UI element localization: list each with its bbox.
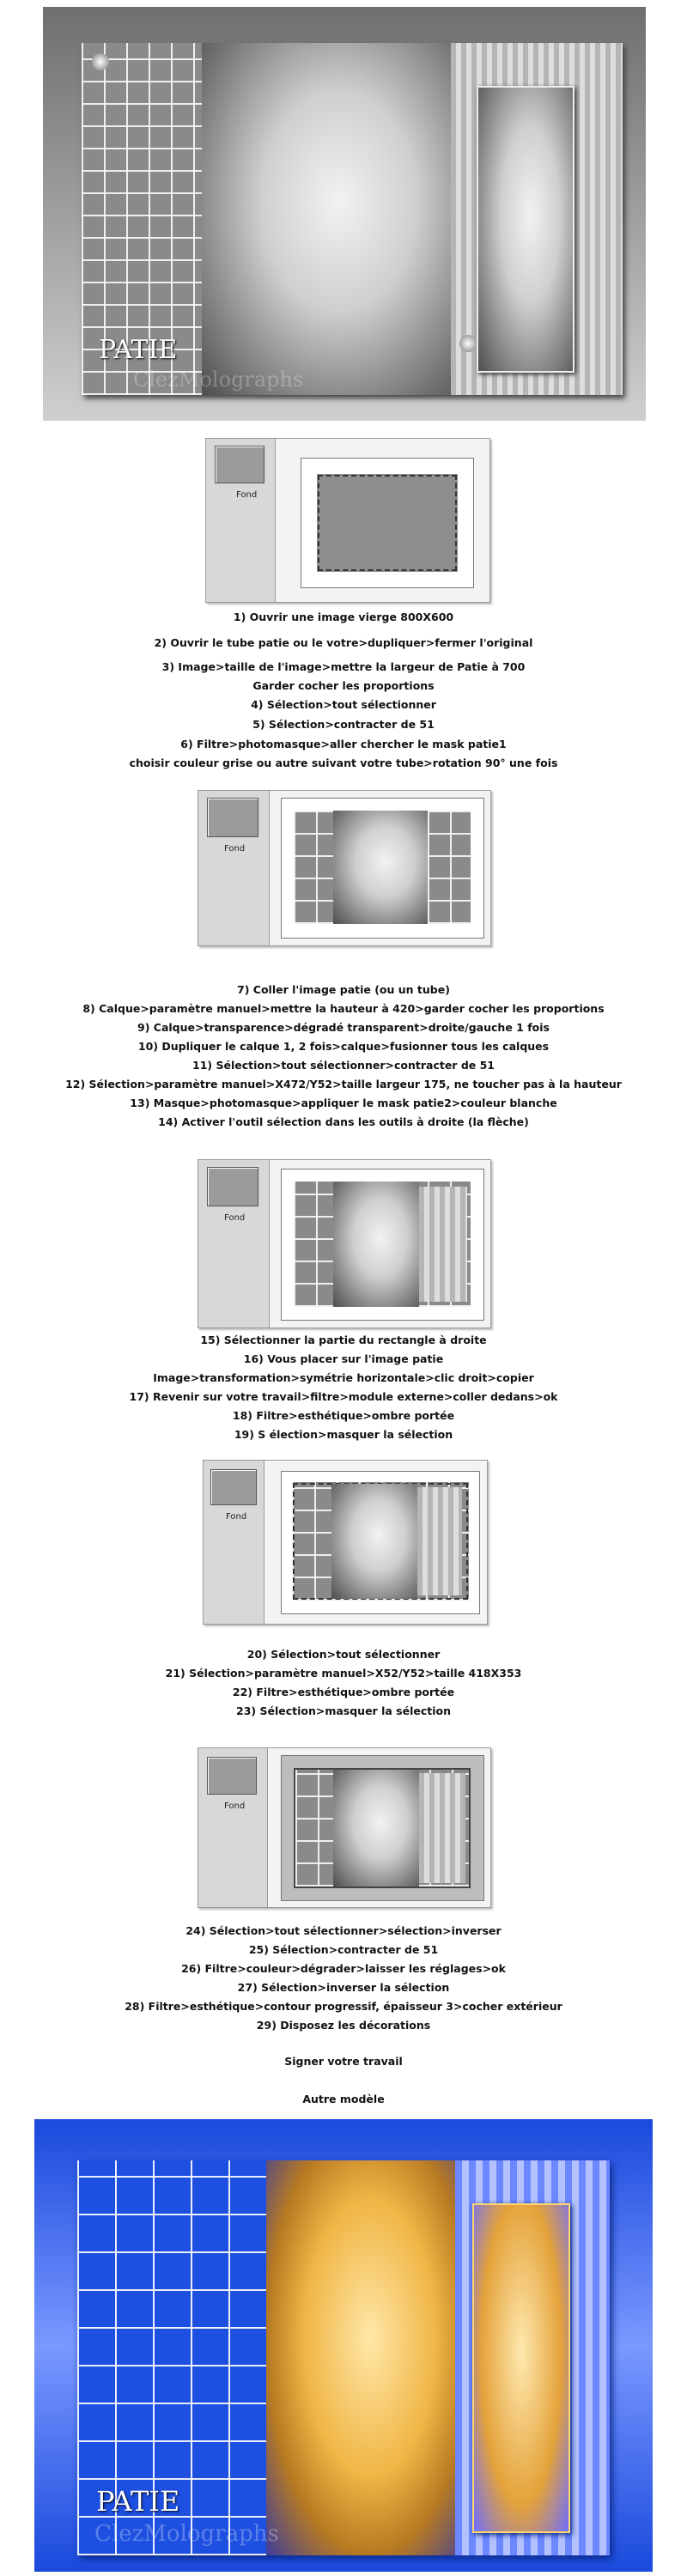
bottom-banner-face-panel xyxy=(472,2203,570,2533)
layer-label: Fond xyxy=(226,1512,247,1522)
canvas xyxy=(281,798,484,939)
top-banner-watermark: PATIE xyxy=(99,335,178,365)
step-text: 29) Disposez les décorations xyxy=(256,2019,431,2032)
canvas-face xyxy=(333,1770,419,1886)
top-banner-caption: ClezMolographs xyxy=(133,368,304,392)
step-text: 10) Dupliquer le calque 1, 2 fois>calque>fusionner tous les calques xyxy=(137,1040,550,1053)
step-text: 15) Sélectionner la partie du rectangle à droite xyxy=(200,1334,487,1346)
canvas xyxy=(301,458,474,588)
step-text: 21) Sélection>paramètre manuel>X52/Y52>taille 418X353 xyxy=(165,1667,522,1680)
step-text: 24) Sélection>tout sélectionner>sélection>inverser xyxy=(185,1924,502,1937)
step-text: 26) Filtre>couleur>dégrader>laisser les réglages>ok xyxy=(181,1962,506,1975)
canvas xyxy=(281,1755,484,1901)
step-text: 7) Coller l'image patie (ou un tube) xyxy=(237,983,450,996)
top-banner-face-panel xyxy=(477,86,575,373)
bottom-banner-frame xyxy=(77,2160,610,2555)
psp-panel-5 xyxy=(198,1747,491,1908)
step-text: 2) Ouvrir le tube patie ou le votre>dupliquer>fermer l'original xyxy=(154,636,533,649)
canvas xyxy=(281,1471,480,1614)
step-text: 11) Sélection>tout sélectionner>contracter de 51 xyxy=(192,1059,495,1072)
step-text: Garder cocher les proportions xyxy=(252,679,435,692)
layer-thumbnail[interactable] xyxy=(210,1469,257,1505)
screw-icon xyxy=(92,53,109,70)
psp-panel-2 xyxy=(198,790,491,946)
layer-label: Fond xyxy=(236,490,258,500)
step-text: 16) Vous placer sur l'image patie xyxy=(243,1352,444,1365)
step-text: 23) Sélection>masquer la sélection xyxy=(236,1704,451,1717)
psp-panel-3 xyxy=(198,1159,491,1328)
layer-thumbnail[interactable] xyxy=(207,1757,257,1795)
layer-label: Fond xyxy=(224,844,246,854)
canvas-stripes xyxy=(419,1187,467,1302)
selection xyxy=(317,474,458,572)
canvas xyxy=(281,1169,484,1321)
canvas-face xyxy=(333,811,428,924)
top-banner-face xyxy=(202,43,451,395)
step-text: 18) Filtre>esthétique>ombre portée xyxy=(232,1409,455,1422)
step-text: 5) Sélection>contracter de 51 xyxy=(252,718,435,731)
canvas-face xyxy=(333,1182,419,1307)
layer-thumbnail[interactable] xyxy=(207,1167,258,1206)
layer-label: Fond xyxy=(224,1213,246,1223)
step-text: 9) Calque>transparence>dégradé transparent>droite/gauche 1 fois xyxy=(137,1021,550,1034)
top-banner-frame xyxy=(82,43,623,395)
layer-label: Fond xyxy=(224,1801,246,1811)
step-text: 27) Sélection>inverser la sélection xyxy=(237,1981,450,1994)
step-text: 13) Masque>photomasque>appliquer le mask patie2>couleur blanche xyxy=(130,1097,557,1109)
canvas-stripes xyxy=(419,1773,465,1883)
canvas-stripes xyxy=(417,1487,462,1595)
step-text: choisir couleur grise ou autre suivant votre tube>rotation 90° une fois xyxy=(129,756,558,769)
step-text: 3) Image>taille de l'image>mettre la largeur de Patie à 700 xyxy=(161,660,526,673)
other-model-text: Autre modèle xyxy=(302,2093,385,2105)
step-text: 14) Activer l'outil sélection dans les outils à droite (la flèche) xyxy=(158,1115,529,1128)
layer-thumbnail[interactable] xyxy=(215,446,264,483)
step-text: 12) Sélection>paramètre manuel>X472/Y52>taille largeur 175, ne toucher pas à la hauteur xyxy=(65,1078,622,1091)
step-text: 4) Sélection>tout sélectionner xyxy=(251,698,436,711)
step-text: 8) Calque>paramètre manuel>mettre la hauteur à 420>garder cocher les proportions xyxy=(82,1002,605,1015)
step-text: 25) Sélection>contracter de 51 xyxy=(248,1943,439,1956)
step-text: Image>transformation>symétrie horizontale>clic droit>copier xyxy=(153,1371,534,1384)
step-text: 19) S élection>masquer la sélection xyxy=(234,1428,453,1441)
step-text: 20) Sélection>tout sélectionner xyxy=(246,1648,441,1661)
psp-panel-4 xyxy=(203,1460,488,1625)
step-text: 22) Filtre>esthétique>ombre portée xyxy=(232,1686,455,1698)
layer-thumbnail[interactable] xyxy=(207,798,258,837)
step-text: 28) Filtre>esthétique>contour progressif, épaisseur 3>cocher extérieur xyxy=(125,2000,562,2013)
sign-text: Signer votre travail xyxy=(284,2055,403,2068)
bottom-banner-watermark: PATIE xyxy=(96,2485,180,2518)
canvas-face xyxy=(331,1484,417,1599)
bottom-banner-caption: ClezMolographs xyxy=(94,2521,279,2547)
top-banner xyxy=(43,7,646,421)
bottom-banner xyxy=(34,2119,653,2572)
step-text: 1) Ouvrir une image vierge 800X600 xyxy=(233,611,454,623)
psp-panel-1 xyxy=(205,438,490,603)
step-text: 17) Revenir sur votre travail>filtre>module externe>coller dedans>ok xyxy=(129,1390,558,1403)
bottom-banner-face xyxy=(266,2160,455,2555)
screw-icon xyxy=(459,335,477,352)
step-text: 6) Filtre>photomasque>aller chercher le mask patie1 xyxy=(180,738,507,750)
